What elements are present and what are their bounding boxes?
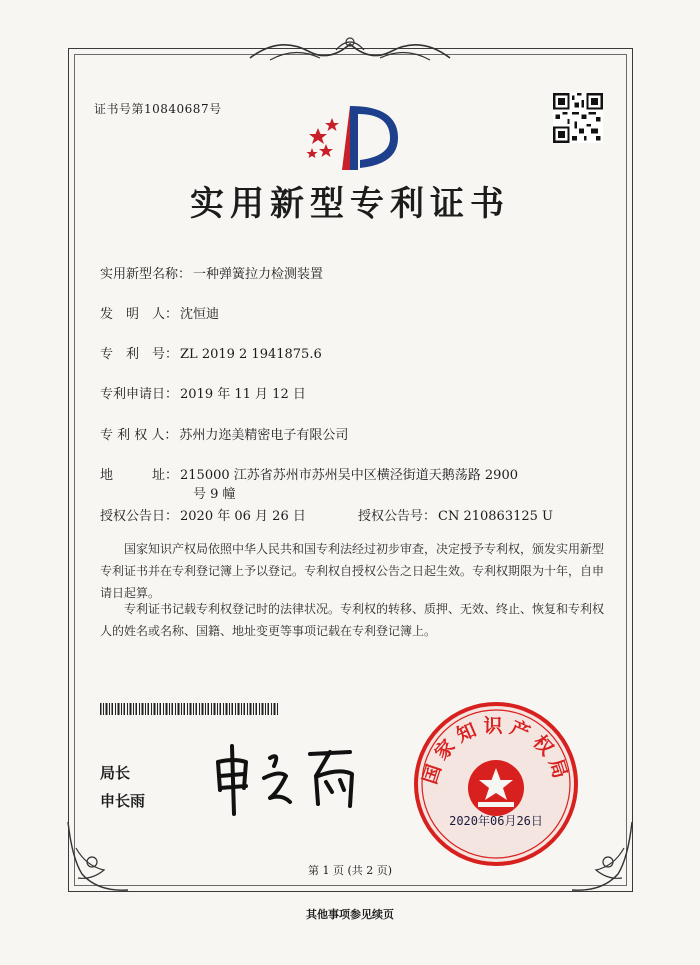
inventor-row: [100, 303, 219, 322]
patent-number-label: 专 利 号：: [100, 347, 179, 362]
body-paragraph-2: 专利证书记载专利权登记时的法律状况。专利权的转移、质押、无效、终止、恢复和专利权人的姓名或名称、国籍、地址变更等事项记载在专利登记簿上。: [100, 602, 605, 638]
top-ornament: [240, 30, 460, 70]
corner-ornament-bottom-left: [62, 818, 132, 896]
patentee-row: [100, 424, 348, 443]
seal-text: 国家知识产权局: [418, 715, 574, 787]
address-value-line2: 号 9 幢: [193, 487, 236, 502]
patent-number-row: [100, 343, 322, 362]
utility-model-name-row: [100, 263, 323, 282]
address-line2-row: [191, 483, 236, 502]
patentee-value: 苏州力迩美精密电子有限公司: [179, 428, 349, 443]
grant-number-label: 授权公告号：: [358, 509, 437, 524]
seal-date: 2020年06月26日: [449, 814, 543, 828]
grant-date-row: [100, 505, 306, 524]
filing-date-label: 专利申请日：: [100, 387, 179, 402]
address-value-line1: 215000 江苏省苏州市苏州吴中区横泾街道天鹅荡路 2900: [180, 468, 518, 483]
utility-model-name-label: 实用新型名称：: [100, 267, 192, 282]
inventor-value: 沈恒迪: [180, 307, 220, 322]
address-row: [100, 464, 518, 483]
page-number: 第 1 页 (共 2 页): [307, 864, 393, 877]
barcode: [100, 703, 280, 715]
inventor-label: 发 明 人：: [100, 307, 179, 322]
filing-date-value: 2019 年 11 月 12 日: [180, 387, 306, 402]
grant-number-value: CN 210863125 U: [438, 509, 553, 524]
patentee-label: 专 利 权 人：: [100, 428, 178, 443]
grant-number-row: [358, 505, 553, 524]
continuation-note: 其他事项参见续页: [306, 908, 394, 921]
official-seal: [412, 700, 580, 868]
cnipa-logo: [298, 98, 404, 176]
director-name: 申长雨: [100, 792, 146, 810]
utility-model-name-value: 一种弹簧拉力检测装置: [193, 267, 324, 282]
filing-date-row: [100, 383, 306, 402]
body-paragraph-1: 国家知识产权局依照中华人民共和国专利法经过初步审查，决定授予专利权，颁发实用新型专利证书并在专利登记簿上予以登记。专利权自授权公告之日起生效。专利权期限为十年，自申请日起算。: [100, 542, 605, 600]
grant-date-value: 2020 年 06 月 26 日: [180, 509, 306, 524]
certificate-number: 证书号第10840687号: [94, 102, 222, 116]
address-label: 地 址：: [100, 468, 179, 483]
document-title: 实用新型专利证书: [190, 184, 510, 224]
director-signature: [200, 732, 370, 822]
qr-code[interactable]: [553, 93, 603, 143]
patent-number-value: ZL 2019 2 1941875.6: [180, 347, 322, 362]
director-title: 局长: [100, 764, 131, 782]
grant-date-label: 授权公告日：: [100, 509, 179, 524]
